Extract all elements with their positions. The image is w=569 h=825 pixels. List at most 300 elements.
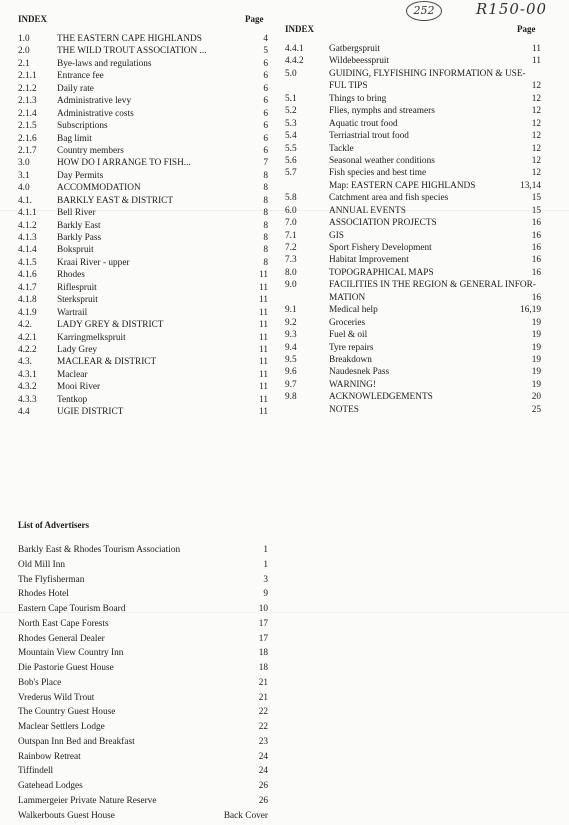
entry-page: 19 [501, 367, 541, 377]
entry-title: Daily rate [57, 84, 94, 94]
entry-page: 11 [238, 333, 268, 343]
advertiser-page: 22 [208, 707, 268, 717]
entry-number: 5.6 [285, 156, 297, 166]
advertiser-page: 21 [208, 678, 268, 688]
index-entry [18, 270, 268, 282]
entry-page: 12 [501, 168, 541, 178]
entry-title: Karringmelkspruit [57, 333, 126, 343]
index-entry [18, 96, 268, 108]
index-entry [285, 343, 541, 355]
entry-page: 11 [238, 357, 268, 367]
entry-page: 8 [238, 208, 268, 218]
entry-number: 4.2.2 [18, 345, 37, 355]
entry-page: 12 [501, 119, 541, 129]
entry-number: 4.4 [18, 407, 30, 417]
entry-page: 5 [238, 46, 268, 56]
entry-page: 15 [501, 193, 541, 203]
entry-number: 5.2 [285, 106, 297, 116]
entry-number: 8.0 [285, 268, 297, 278]
entry-number: 4.1.4 [18, 245, 37, 255]
left-index-heading: INDEX [18, 14, 47, 24]
entry-title: ACCOMMODATION [57, 183, 141, 193]
index-entry [285, 405, 541, 417]
entry-title: Breakdown [329, 355, 372, 365]
entry-number: 4.1.6 [18, 270, 37, 280]
entry-title: Bell River [57, 208, 95, 218]
entry-title: WARNING! [329, 380, 376, 390]
entry-page: 8 [238, 233, 268, 243]
entry-title: Gatbergspruit [329, 44, 380, 54]
entry-title: Catchment area and fish species [329, 193, 448, 203]
advertiser-entry [18, 634, 268, 649]
advertiser-entry [18, 752, 268, 767]
advertiser-name: Gatehead Lodges [18, 781, 83, 791]
entry-page: 13,14 [501, 181, 541, 191]
entry-title: Administrative levy [57, 96, 131, 106]
entry-title: Subscriptions [57, 121, 108, 131]
advertiser-page: 24 [208, 766, 268, 776]
entry-page: 6 [238, 71, 268, 81]
entry-page: 12 [501, 131, 541, 141]
advertiser-entry [18, 545, 268, 560]
advertiser-name: Lammergeier Private Nature Reserve [18, 796, 156, 806]
entry-number: 2.0 [18, 46, 30, 56]
entry-page: 19 [501, 330, 541, 340]
index-entry [285, 69, 541, 81]
entry-page: 11 [238, 345, 268, 355]
index-entry [18, 370, 268, 382]
index-entry [285, 255, 541, 267]
index-entry [18, 121, 268, 133]
entry-title: GUIDING, FLYFISHING INFORMATION & USE- [329, 69, 526, 79]
entry-title: Rhodes [57, 270, 85, 280]
entry-number: 6.0 [285, 206, 297, 216]
index-entry [18, 84, 268, 96]
entry-page: 11 [238, 320, 268, 330]
entry-page: 11 [501, 44, 541, 54]
left-page-heading: Page [245, 14, 264, 24]
advertiser-name: Mountain View Country Inn [18, 648, 123, 658]
entry-number: 9.0 [285, 280, 297, 290]
entry-page: 6 [238, 134, 268, 144]
entry-title: Wildebeesspruit [329, 56, 389, 66]
entry-title: Sterkspruit [57, 295, 98, 305]
index-entry [285, 119, 541, 131]
entry-title: Terriastrial trout food [329, 131, 409, 141]
entry-title: Day Permits [57, 171, 103, 181]
entry-number: 4.1.2 [18, 221, 37, 231]
advertiser-entry [18, 693, 268, 708]
entry-page: 19 [501, 343, 541, 353]
entry-title: Fish species and best time [329, 168, 426, 178]
index-entry [18, 59, 268, 71]
index-entry [18, 196, 268, 208]
index-entry [285, 106, 541, 118]
entry-title: Bokspruit [57, 245, 94, 255]
entry-title: Medical help [329, 305, 378, 315]
entry-page: 12 [501, 94, 541, 104]
entry-number: 9.1 [285, 305, 297, 315]
index-entry [285, 243, 541, 255]
advertiser-page: 18 [208, 648, 268, 658]
right-page-heading: Page [517, 24, 536, 34]
advertiser-name: Die Pastorie Guest House [18, 663, 114, 673]
entry-number: 7.3 [285, 255, 297, 265]
entry-page: 25 [501, 405, 541, 415]
index-entry [18, 345, 268, 357]
entry-number: 5.4 [285, 131, 297, 141]
advertiser-entry [18, 766, 268, 781]
entry-page: 20 [501, 392, 541, 402]
entry-page: 11 [238, 407, 268, 417]
entry-title: Riflespruit [57, 283, 97, 293]
entry-page: 12 [501, 156, 541, 166]
index-entry [18, 308, 268, 320]
advertiser-page: 18 [208, 663, 268, 673]
index-entry [18, 295, 268, 307]
entry-number: 9.7 [285, 380, 297, 390]
entry-number: 2.1.5 [18, 121, 37, 131]
entry-title: ASSOCIATION PROJECTS [329, 218, 437, 228]
index-entry [285, 218, 541, 230]
entry-title: FACILITIES IN THE REGION & GENERAL INFOR- [329, 280, 536, 290]
index-entry [18, 320, 268, 332]
entry-title: NOTES [329, 405, 359, 415]
entry-title: Things to bring [329, 94, 386, 104]
advertiser-entry [18, 619, 268, 634]
index-entry [285, 181, 541, 193]
advertiser-page: 17 [208, 634, 268, 644]
entry-page: 8 [238, 258, 268, 268]
entry-number: 4.1.3 [18, 233, 37, 243]
entry-page: 6 [238, 121, 268, 131]
entry-title: Aquatic trout food [329, 119, 398, 129]
advertiser-name: Maclear Settlers Lodge [18, 722, 105, 732]
index-entry [285, 193, 541, 205]
entry-page: 7 [238, 158, 268, 168]
entry-title: THE EASTERN CAPE HIGHLANDS [57, 34, 202, 44]
entry-number: 9.8 [285, 392, 297, 402]
entry-title: THE WILD TROUT ASSOCIATION ... [57, 46, 207, 56]
entry-page: 11 [238, 283, 268, 293]
entry-number: 5.5 [285, 144, 297, 154]
entry-number: 5.1 [285, 94, 297, 104]
index-entry [18, 71, 268, 83]
advertiser-name: North East Cape Forests [18, 619, 109, 629]
index-entry [285, 156, 541, 168]
entry-number: 4.1.5 [18, 258, 37, 268]
index-entry [18, 221, 268, 233]
entry-page: 8 [238, 171, 268, 181]
index-entry [285, 144, 541, 156]
advertiser-entry [18, 707, 268, 722]
right-index-column [285, 44, 541, 417]
entry-title: UGIE DISTRICT [57, 407, 123, 417]
entry-number: 7.2 [285, 243, 297, 253]
advertiser-page: 26 [208, 796, 268, 806]
advertiser-page: 22 [208, 722, 268, 732]
entry-title: LADY GREY & DISTRICT [57, 320, 163, 330]
entry-page: 8 [238, 221, 268, 231]
advertiser-page: 1 [208, 545, 268, 555]
entry-page: 6 [238, 146, 268, 156]
entry-number: 7.1 [285, 231, 297, 241]
left-index-column [18, 34, 268, 420]
index-entry [18, 395, 268, 407]
index-entry [285, 168, 541, 180]
entry-page: 16 [501, 231, 541, 241]
entry-title: MACLEAR & DISTRICT [57, 357, 156, 367]
entry-number: 3.0 [18, 158, 30, 168]
entry-page: 11 [238, 270, 268, 280]
advertiser-name: The Flyfisherman [18, 575, 84, 585]
index-entry [18, 158, 268, 170]
entry-title: Barkly East [57, 221, 101, 231]
entry-title: Naudesnek Pass [329, 367, 389, 377]
advertiser-entry [18, 604, 268, 619]
entry-page: 11 [501, 56, 541, 66]
index-entry [285, 94, 541, 106]
index-entry [18, 233, 268, 245]
index-entry [18, 208, 268, 220]
advertiser-entry [18, 811, 268, 825]
entry-number: 4.3.2 [18, 382, 37, 392]
entry-number: 9.6 [285, 367, 297, 377]
entry-title: TOPOGRAPHICAL MAPS [329, 268, 434, 278]
entry-number: 5.8 [285, 193, 297, 203]
entry-number: 4.3.1 [18, 370, 37, 380]
entry-page: 15 [501, 206, 541, 216]
index-entry [285, 206, 541, 218]
index-entry [285, 380, 541, 392]
entry-title: Entrance fee [57, 71, 104, 81]
index-entry [18, 245, 268, 257]
entry-number: 9.4 [285, 343, 297, 353]
entry-title: ACKNOWLEDGEMENTS [329, 392, 433, 402]
advertiser-page: 24 [208, 752, 268, 762]
entry-number: 2.1.1 [18, 71, 37, 81]
advertiser-name: Rhodes Hotel [18, 589, 69, 599]
entry-number: 4.3.3 [18, 395, 37, 405]
entry-page: 11 [238, 395, 268, 405]
advertiser-entry [18, 722, 268, 737]
entry-page: 12 [501, 144, 541, 154]
index-entry [285, 231, 541, 243]
entry-number: 4.1.1 [18, 208, 37, 218]
entry-title: Bag limit [57, 134, 92, 144]
entry-number: 2.1.3 [18, 96, 37, 106]
advertiser-name: Outspan Inn Bed and Breakfast [18, 737, 135, 747]
entry-page: 16 [501, 243, 541, 253]
index-entry [18, 46, 268, 58]
entry-title: Tentkop [57, 395, 87, 405]
index-entry [18, 357, 268, 369]
entry-number: 4.1.7 [18, 283, 37, 293]
entry-number: 4.1.8 [18, 295, 37, 305]
advertiser-page: 3 [208, 575, 268, 585]
advertiser-page: 17 [208, 619, 268, 629]
entry-page: 16 [501, 268, 541, 278]
entry-page: 6 [238, 84, 268, 94]
index-entry [18, 34, 268, 46]
advertiser-name: Old Mill Inn [18, 560, 65, 570]
advertiser-page: 9 [208, 589, 268, 599]
index-entry [285, 293, 541, 305]
advertiser-page: 23 [208, 737, 268, 747]
entry-title: Kraai River - upper [57, 258, 130, 268]
index-entry [18, 382, 268, 394]
entry-title: Lady Grey [57, 345, 97, 355]
entry-title: GIS [329, 231, 344, 241]
index-entry [285, 81, 541, 93]
advertiser-entry [18, 663, 268, 678]
entry-number: 4.2.1 [18, 333, 37, 343]
entry-page: 8 [238, 196, 268, 206]
entry-number: 4.2. [18, 320, 32, 330]
advertiser-entry [18, 678, 268, 693]
entry-number: 4.0 [18, 183, 30, 193]
entry-number: 4.1. [18, 196, 32, 206]
entry-title: Habitat Improvement [329, 255, 409, 265]
entry-title: Sport Fishery Development [329, 243, 432, 253]
entry-title: Seasonal weather conditions [329, 156, 435, 166]
index-entry [285, 280, 541, 292]
entry-title: Map: EASTERN CAPE HIGHLANDS [329, 181, 475, 191]
entry-number: 5.3 [285, 119, 297, 129]
entry-number: 4.1.9 [18, 308, 37, 318]
advertiser-name: Walkerbouts Guest House [18, 811, 115, 821]
index-entry [18, 407, 268, 419]
entry-number: 5.7 [285, 168, 297, 178]
index-entry [18, 258, 268, 270]
entry-page: 12 [501, 106, 541, 116]
advertiser-name: Rhodes General Dealer [18, 634, 105, 644]
entry-number: 2.1.7 [18, 146, 37, 156]
entry-page: 11 [238, 308, 268, 318]
entry-page: 16 [501, 293, 541, 303]
entry-number: 2.1.2 [18, 84, 37, 94]
advertiser-name: Rainbow Retreat [18, 752, 81, 762]
index-entry [285, 305, 541, 317]
handwritten-circled-number: 252 [406, 1, 442, 21]
index-entry [285, 131, 541, 143]
entry-number: 4.3. [18, 357, 32, 367]
entry-title: Mooi River [57, 382, 100, 392]
advertiser-entry [18, 560, 268, 575]
entry-number: 1.0 [18, 34, 30, 44]
advertiser-entry [18, 796, 268, 811]
entry-page: 6 [238, 96, 268, 106]
entry-title: Barkly Pass [57, 233, 101, 243]
entry-page: 11 [238, 382, 268, 392]
index-entry [18, 283, 268, 295]
entry-title: Flies, nymphs and streamers [329, 106, 435, 116]
index-entry [285, 268, 541, 280]
advertiser-entry [18, 737, 268, 752]
entry-number: 3.1 [18, 171, 30, 181]
entry-page: 16,19 [501, 305, 541, 315]
advertiser-page: Back Cover [208, 811, 268, 821]
entry-number: 9.2 [285, 318, 297, 328]
advertiser-page: 21 [208, 693, 268, 703]
index-entry [285, 367, 541, 379]
advertiser-name: Vrederus Wild Trout [18, 693, 94, 703]
entry-page: 12 [501, 81, 541, 91]
index-entry [18, 109, 268, 121]
advertiser-name: Barkly East & Rhodes Tourism Association [18, 545, 180, 555]
entry-page: 8 [238, 245, 268, 255]
index-entry [18, 183, 268, 195]
entry-title: HOW DO I ARRANGE TO FISH... [57, 158, 191, 168]
index-entry [18, 333, 268, 345]
advertiser-entry [18, 589, 268, 604]
advertiser-page: 1 [208, 560, 268, 570]
entry-page: 19 [501, 355, 541, 365]
index-entry [285, 392, 541, 404]
entry-title: Fuel & oil [329, 330, 367, 340]
entry-page: 6 [238, 59, 268, 69]
advertiser-page: 26 [208, 781, 268, 791]
entry-page: 8 [238, 183, 268, 193]
advertiser-name: Eastern Cape Tourism Board [18, 604, 125, 614]
entry-page: 16 [501, 255, 541, 265]
advertiser-entry [18, 648, 268, 663]
advertiser-entry [18, 575, 268, 590]
entry-number: 7.0 [285, 218, 297, 228]
index-entry [285, 56, 541, 68]
entry-title: FUL TIPS [329, 81, 368, 91]
entry-page: 6 [238, 109, 268, 119]
entry-title: MATION [329, 293, 365, 303]
advertiser-name: Bob's Place [18, 678, 61, 688]
advertiser-name: Tiffindell [18, 766, 53, 776]
entry-number: 9.5 [285, 355, 297, 365]
right-index-heading: INDEX [285, 24, 314, 34]
entry-page: 19 [501, 318, 541, 328]
entry-page: 11 [238, 370, 268, 380]
entry-page: 4 [238, 34, 268, 44]
index-entry [18, 134, 268, 146]
entry-title: Groceries [329, 318, 365, 328]
entry-number: 9.3 [285, 330, 297, 340]
advertisers-heading: List of Advertisers [18, 520, 89, 530]
entry-title: Administrative costs [57, 109, 134, 119]
entry-page: 19 [501, 380, 541, 390]
entry-title: Bye-laws and regulations [57, 59, 152, 69]
entry-title: Country members [57, 146, 124, 156]
entry-title: Maclear [57, 370, 87, 380]
handwritten-price: R150-00 [476, 0, 547, 18]
entry-page: 16 [501, 218, 541, 228]
index-entry [18, 171, 268, 183]
index-entry [285, 355, 541, 367]
advertiser-entry [18, 781, 268, 796]
entry-number: 5.0 [285, 69, 297, 79]
advertiser-name: The Country Guest House [18, 707, 115, 717]
index-entry [285, 330, 541, 342]
entry-number: 2.1.4 [18, 109, 37, 119]
entry-number: 2.1 [18, 59, 30, 69]
entry-number: 4.4.1 [285, 44, 304, 54]
index-entry [18, 146, 268, 158]
advertisers-list [18, 545, 268, 825]
index-entry [285, 318, 541, 330]
advertiser-page: 10 [208, 604, 268, 614]
entry-title: Tackle [329, 144, 354, 154]
entry-title: Wartrail [57, 308, 87, 318]
entry-title: BARKLY EAST & DISTRICT [57, 196, 173, 206]
entry-title: ANNUAL EVENTS [329, 206, 406, 216]
